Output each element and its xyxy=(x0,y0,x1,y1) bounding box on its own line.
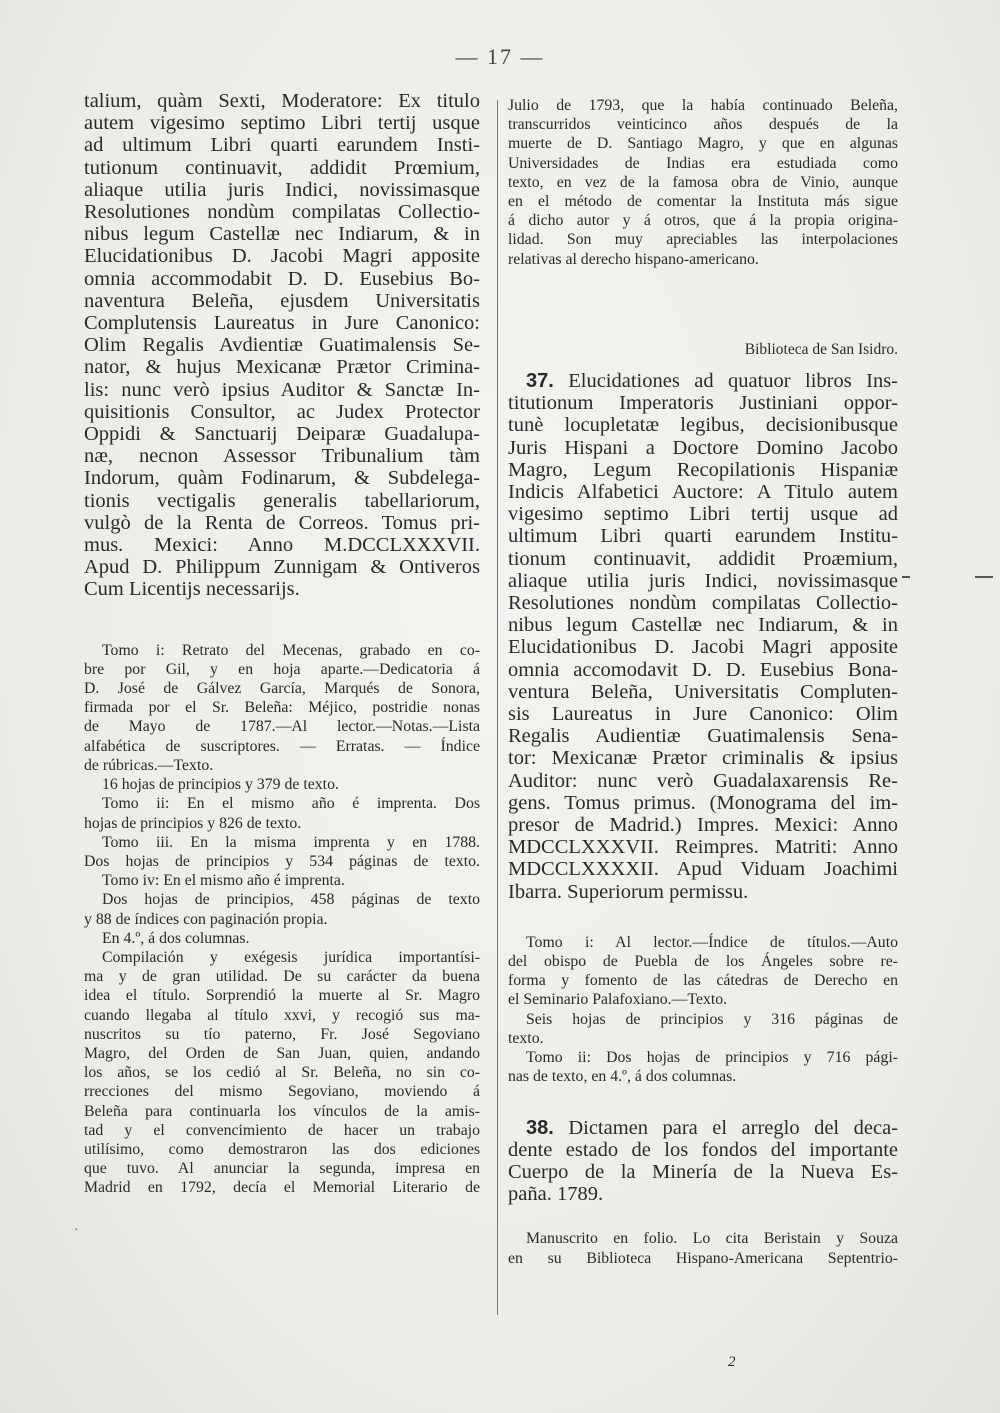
entry-36-title-continuation xyxy=(84,90,480,601)
text-line: sis Laureatus in Jure Canonico: Olim xyxy=(508,703,898,726)
text-line: mus. Mexici: Anno M.DCCLXXXVII. xyxy=(84,534,480,557)
text-line: paña. 1789. xyxy=(508,1183,604,1206)
text-line: naventura Beleña, ejusdem Universitatis xyxy=(84,289,480,312)
text-line: Elucidationibus D. Jacobi Magri apposite xyxy=(508,636,898,659)
printer-signature-mark: 2 xyxy=(728,1354,736,1370)
text-line: 16 hojas de principios y 379 de texto. xyxy=(102,776,339,794)
text-line: Resolutiones nondùm compilatas Collectio- xyxy=(84,201,480,224)
text-line: Cuerpo de la Minería de la Nueva Es- xyxy=(508,1160,898,1183)
entry-title-text: Elucidationes ad quatuor libros Ins- xyxy=(568,370,898,392)
entry-number: 37. xyxy=(526,370,554,392)
column-divider xyxy=(497,100,498,1315)
text-line: muerte de D. Santiago Magro, y que en algunas xyxy=(508,135,898,153)
text-line: vulgò de la Renta de Correos. Tomus pri- xyxy=(84,511,480,534)
text-line: næ, necnon Assessor Tribunalium tàm xyxy=(84,445,480,468)
text-line: Tomo iii. En la misma imprenta y en 1788. xyxy=(102,833,480,851)
text-line: firmada por el Sr. Beleña: Méjico, postridie nonas xyxy=(84,699,480,717)
text-line: aliaque utilia juris Indici, novissimasque xyxy=(84,178,480,201)
entry-36-notes xyxy=(84,641,480,1198)
margin-dot: · xyxy=(74,1223,79,1238)
text-line: Ibarra. Superiorum permissu. xyxy=(508,880,749,903)
text-line: nibus legum Castellæ nec Indiarum, & in xyxy=(508,614,898,637)
margin-mark xyxy=(902,576,910,578)
text-line: Elucidationibus D. Jacobi Magri apposite xyxy=(84,245,480,268)
text-line xyxy=(508,1117,898,1139)
text-line: relativas al derecho hispano-americano. xyxy=(508,250,759,268)
text-line: Tomo i: Al lector.—Índice de títulos.—Auto xyxy=(526,933,898,951)
text-line: bre por Gil, y en hoja aparte.—Dedicatoria á xyxy=(84,660,480,678)
text-line: hojas de principios y 826 de texto. xyxy=(84,814,302,832)
text-line: tad y el convencimiento de hacer un trabajo xyxy=(84,1121,480,1139)
text-line: Indicis Alfabetici Auctore: A Titulo autem xyxy=(508,481,898,504)
text-line: tionum continuavit, addidit Proæmium, xyxy=(508,547,898,570)
text-line: del obispo de Puebla de los Ángeles sobre re- xyxy=(508,953,898,971)
text-line: ma y de gran utilidad. De su carácter da buena xyxy=(84,968,480,986)
text-line: Dos hojas de principios, 458 páginas de texto xyxy=(102,891,480,909)
text-line: Tomo ii: Dos hojas de principios y 716 pági- xyxy=(526,1049,898,1067)
margin-mark xyxy=(975,576,993,578)
entry-38-notes xyxy=(508,1229,898,1267)
text-line: D. José de Gálvez García, Marqués de Sonora, xyxy=(84,680,480,698)
text-line: talium, quàm Sexti, Moderatore: Ex titulo xyxy=(84,90,480,112)
text-line: de rúbricas.—Texto. xyxy=(84,756,214,774)
text-line: nas de texto, en 4.º, á dos columnas. xyxy=(508,1068,737,1086)
text-line: nibus legum Castellæ nec Indiarum, & in xyxy=(84,223,480,246)
text-line: á dicho autor y á otros, que á la propia origina- xyxy=(508,212,898,230)
text-line: texto. xyxy=(508,1029,544,1047)
text-line: en su Biblioteca Hispano-Americana Septentrio- xyxy=(508,1249,898,1267)
text-line: Apud D. Philippum Zunnigam & Ontiveros xyxy=(84,556,480,579)
right-column xyxy=(508,96,898,269)
text-line: Olim Regalis Avdientiæ Guatimalensis Se- xyxy=(84,334,480,357)
text-line: MDCCLXXXVII. Reimpres. Matriti: Anno xyxy=(508,836,898,859)
entry-37-notes xyxy=(508,933,898,1087)
text-line: transcurridos veinticinco años después de la xyxy=(508,116,898,134)
text-line: alfabética de suscriptores. — Erratas. — Índice xyxy=(84,737,480,755)
library-location: Biblioteca de San Isidro. xyxy=(744,341,898,358)
text-line: Tomo ii: En el mismo año é imprenta. Dos xyxy=(102,795,480,813)
text-line: ventura Beleña, Universitatis Compluten- xyxy=(508,680,898,703)
text-line: presor de Madrid.) Impres. Mexici: Anno xyxy=(508,814,898,837)
text-line: aliaque utilia juris Indici, novissimasque xyxy=(508,569,898,592)
text-line: rrecciones del mismo Segoviano, moviendo á xyxy=(84,1083,480,1101)
text-line: omnia accommodabit D. D. Eusebius Bo- xyxy=(84,267,480,290)
text-line: quisitionis Consultor, ac Judex Protector xyxy=(84,400,480,423)
text-line: Julio de 1793, que la había continuado Beleña, xyxy=(508,97,898,114)
text-line: Compilación y exégesis jurídica importantísi- xyxy=(102,948,480,966)
text-line: Indorum, quàm Fodinarum, & Subdelega- xyxy=(84,467,480,490)
entry-number: 38. xyxy=(526,1116,554,1139)
page-number: — 17 — xyxy=(455,44,545,69)
text-line: Madrid en 1792, decía el Memorial Literario de xyxy=(84,1179,480,1197)
text-line: Regalis Audientiæ Guatimalensis Sena- xyxy=(508,725,898,748)
text-line xyxy=(508,370,898,392)
text-line: que tuvo. Al anunciar la segunda, impresa en xyxy=(84,1160,480,1178)
left-column xyxy=(84,90,480,1198)
text-line: texto, en vez de la famosa obra de Vinio, aunque xyxy=(508,173,898,191)
text-line: ultimum Libri quarti earundem Institu- xyxy=(508,525,898,548)
text-line: cuando llegaba al título xxvi, y recogió sus ma- xyxy=(84,1006,480,1024)
text-line: lis: nunc verò ipsius Auditor & Sanctæ In- xyxy=(84,378,480,401)
text-line: los años, se los cedió al Sr. Beleña, no sin co- xyxy=(84,1064,480,1082)
text-line: MDCCLXXXXII. Apud Viduam Joachimi xyxy=(508,858,898,881)
text-line: de Mayo de 1787.—Al lector.—Notas.—Lista xyxy=(84,718,480,736)
text-line: Oppidi & Sanctuarij Deiparæ Guadalupa- xyxy=(84,423,480,446)
text-line: en el método de comentar la Instituta más sigue xyxy=(508,193,898,211)
text-line: autem vigesimo septimo Libri tertij usque xyxy=(84,112,480,135)
text-line: Juris Hispani a Doctore Domino Jacobo xyxy=(508,436,898,459)
text-line: Magro, del Orden de San Juan, quien, andando xyxy=(84,1044,480,1062)
text-line: tionis vectigalis generalis tabellariorum, xyxy=(84,489,480,512)
text-line: Universidades de Indias era estudiada como xyxy=(508,154,898,172)
text-line: Tomo i: Retrato del Mecenas, grabado en co- xyxy=(102,641,480,659)
text-line: Auditor: nunc verò Guadalaxarensis Re- xyxy=(508,769,898,792)
text-line: tor: Mexicanæ Prætor criminalis & ipsius xyxy=(508,747,898,770)
text-line: idea el título. Sorprendió la muerte al Sr. Magro xyxy=(84,987,480,1005)
text-line: gens. Tomus primus. (Monograma del im- xyxy=(508,791,898,814)
text-line: ad ultimum Libri quarti earundem Insti- xyxy=(84,134,480,157)
text-line: el Seminario Palafoxiano.—Texto. xyxy=(508,991,728,1009)
text-line: y 88 de índices con paginación propia. xyxy=(84,910,328,928)
text-line: Magro, Legum Recopilationis Hispaniæ xyxy=(508,458,898,481)
text-line: dente estado de los fondos del importante xyxy=(508,1138,898,1161)
text-line: forma y fomento de las cátedras de Derecho en xyxy=(508,972,898,990)
text-line: Cum Licentijs necessarijs. xyxy=(84,578,300,601)
text-line: Resolutiones nondùm compilatas Collectio- xyxy=(508,592,898,615)
text-line: vigesimo septimo Libri tertij usque ad xyxy=(508,503,898,526)
text-line: titutionum Imperatoris Justiniani oppor- xyxy=(508,392,898,415)
text-line: nator, & hujus Mexicanæ Prætor Crimina- xyxy=(84,356,480,379)
text-line: Complutensis Laureatus in Jure Canonico: xyxy=(84,312,480,335)
entry-37-title xyxy=(508,370,898,903)
text-line: Manuscrito en folio. Lo cita Beristain y Souza xyxy=(526,1230,898,1248)
text-line: Beleña para continuarla los vínculos de la amis- xyxy=(84,1102,480,1120)
text-line: nuscritos su tío paterno, Fr. José Segoviano xyxy=(84,1025,480,1043)
entry-36-notes-continuation xyxy=(508,96,898,269)
text-line: lidad. Son muy apreciables las interpolaciones xyxy=(508,231,898,249)
entry-38-title xyxy=(508,1117,898,1206)
text-line: utilísimo, como demostraron las dos ediciones xyxy=(84,1140,480,1158)
right-column-lower xyxy=(508,370,898,1268)
text-line: Seis hojas de principios y 316 páginas de xyxy=(526,1010,898,1028)
text-line: tunè locupletatæ legibus, decisionibusque xyxy=(508,414,898,437)
text-line: En 4.º, á dos columnas. xyxy=(102,929,250,947)
text-line: tutionum continuavit, addidit Prœmium, xyxy=(84,156,480,179)
text-line: Dos hojas de principios y 534 páginas de texto. xyxy=(84,852,480,870)
text-line: omnia accomodavit D. D. Eusebius Bona- xyxy=(508,658,898,681)
text-line: Tomo iv: En el mismo año é imprenta. xyxy=(102,872,345,890)
entry-title-text: Dictamen para el arreglo del deca- xyxy=(568,1116,898,1139)
